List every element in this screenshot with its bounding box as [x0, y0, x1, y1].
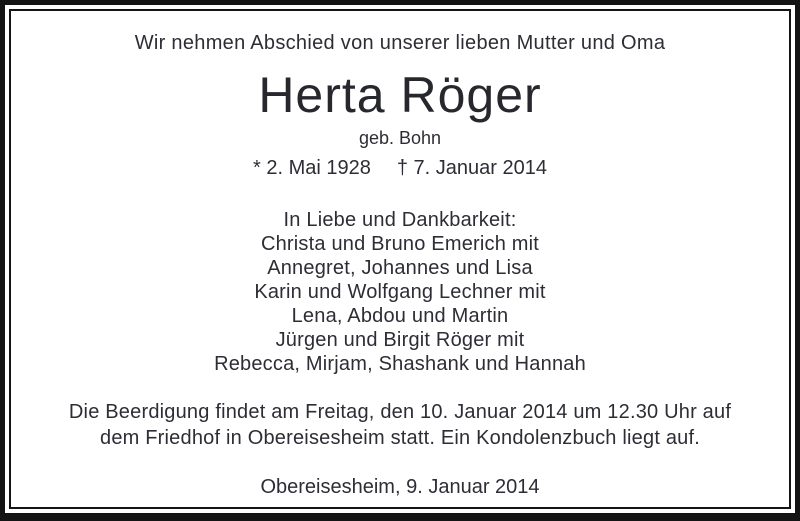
deceased-name: Herta Röger — [258, 67, 542, 123]
family-block — [11, 208, 789, 376]
family-line: Christa und Bruno Emerich mit — [260, 233, 540, 255]
family-line: Rebecca, Mirjam, Shashank und Hannah — [214, 353, 586, 375]
life-dates — [11, 156, 789, 180]
funeral-details: Die Beerdigung findet am Freitag, den 10. Januar 2014 um 12.30 Uhr auf dem Friedhof in Obereisesheim statt. Ein Kondolenzbuch liegt auf. — [68, 401, 732, 449]
family-line: Lena, Abdou und Martin — [291, 305, 509, 327]
maiden-name: geb. Bohn — [358, 128, 442, 148]
birth-date: * 2. Mai 1928 — [253, 157, 371, 179]
intro-line: Wir nehmen Abschied von unserer lieben Mutter und Oma — [134, 32, 666, 54]
place-date-line: Obereisesheim, 9. Januar 2014 — [260, 476, 540, 498]
family-line: Jürgen und Birgit Röger mit — [275, 329, 525, 351]
notice-frame-inner — [9, 9, 791, 509]
death-date: † 7. Januar 2014 — [396, 157, 547, 179]
family-line: Annegret, Johannes und Lisa — [267, 257, 533, 279]
dedication-line: In Liebe und Dankbarkeit: — [283, 209, 517, 231]
family-line: Karin und Wolfgang Lechner mit — [254, 281, 546, 303]
